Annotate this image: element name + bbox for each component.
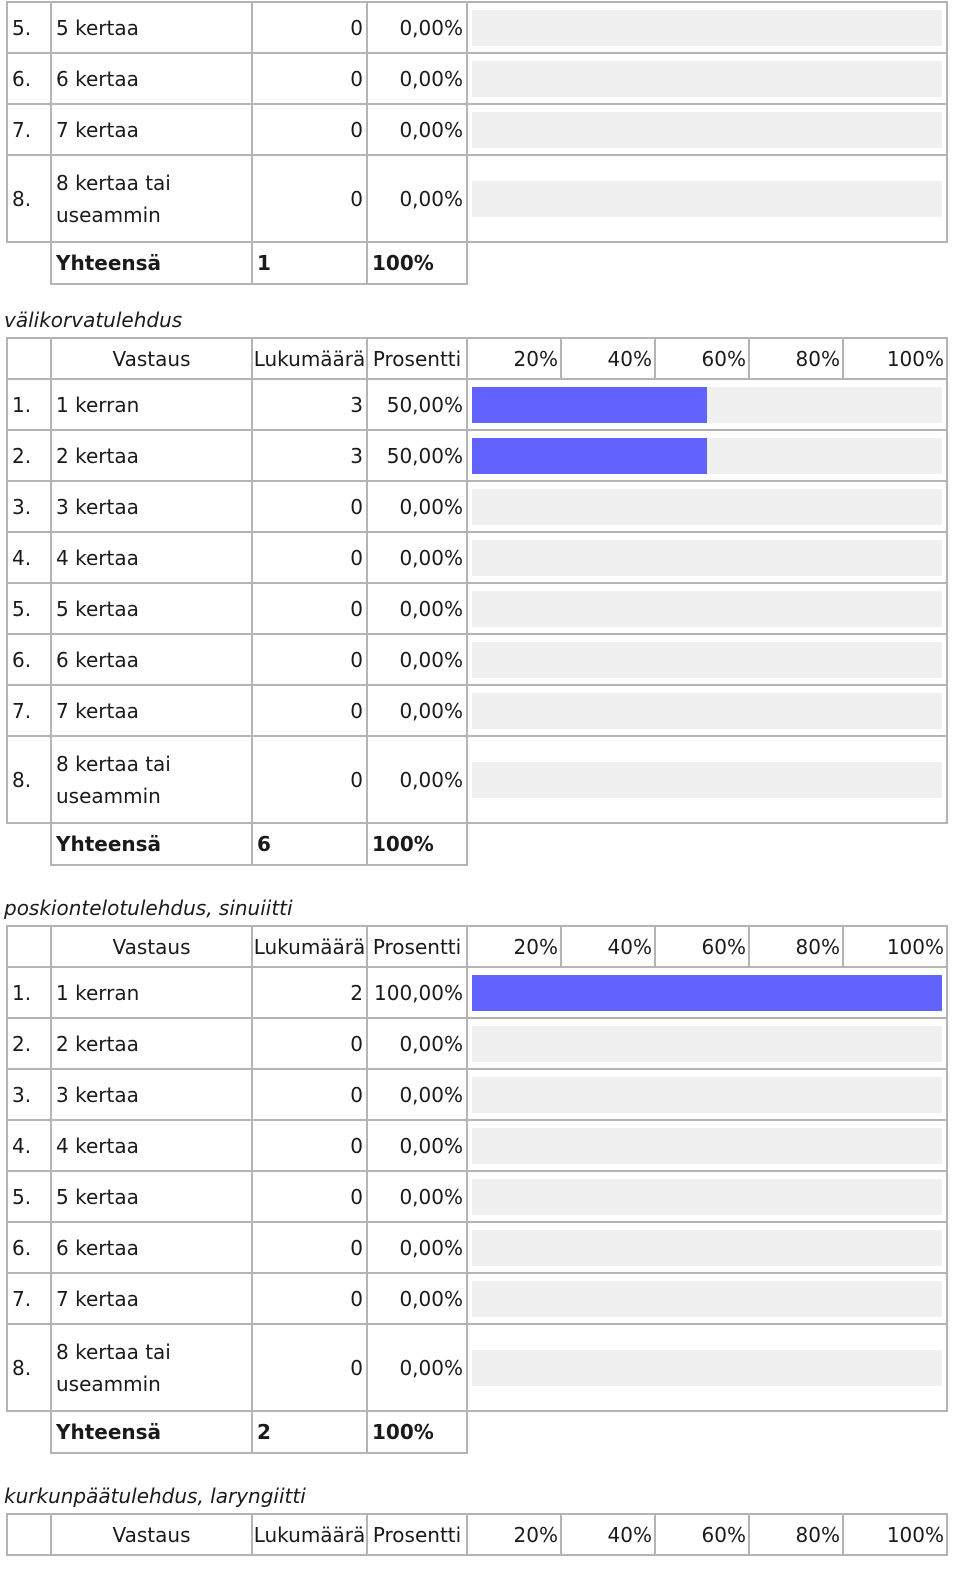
answer-count: 0 <box>251 1170 368 1223</box>
answer-count: 0 <box>251 1017 368 1070</box>
question-title: välikorvatulehdus <box>4 308 183 332</box>
percent-bar-cell <box>466 103 948 156</box>
percent-bar-track <box>472 10 942 46</box>
answer-label: 1 kerran <box>50 378 253 431</box>
percent-bar-fill <box>472 387 707 423</box>
header-scale-2: 40% <box>560 1513 656 1556</box>
header-scale-1: 20% <box>466 337 562 380</box>
header-lukumaara: Lukumäärä <box>251 337 368 380</box>
answer-percent: 0,00% <box>366 1221 468 1274</box>
row-number: 6. <box>6 1221 52 1274</box>
answer-percent: 0,00% <box>366 1 468 54</box>
row-number: 4. <box>6 1119 52 1172</box>
answer-label: 3 kertaa <box>50 1068 253 1121</box>
total-label: Yhteensä <box>50 822 253 866</box>
row-number: 3. <box>6 480 52 533</box>
header-scale-3: 60% <box>654 925 750 968</box>
answer-count: 0 <box>251 103 368 156</box>
header-scale-1: 20% <box>466 925 562 968</box>
answer-count: 0 <box>251 531 368 584</box>
header-num-cell <box>6 1513 52 1556</box>
percent-bar-track <box>472 181 942 217</box>
answer-label: 3 kertaa <box>50 480 253 533</box>
total-label: Yhteensä <box>50 1410 253 1454</box>
answer-label: 2 kertaa <box>50 1017 253 1070</box>
answer-percent: 0,00% <box>366 1272 468 1325</box>
answer-count: 0 <box>251 1 368 54</box>
answer-count: 3 <box>251 429 368 482</box>
percent-bar-cell <box>466 154 948 243</box>
header-scale-4: 80% <box>748 337 844 380</box>
answer-label: 6 kertaa <box>50 633 253 686</box>
percent-bar-cell <box>466 1323 948 1412</box>
percent-bar-track <box>472 387 942 423</box>
answer-label: 8 kertaa tai useammin <box>50 1323 253 1412</box>
header-scale-2: 40% <box>560 337 656 380</box>
row-number: 2. <box>6 1017 52 1070</box>
header-prosentti: Prosentti <box>366 925 468 968</box>
percent-bar-track <box>472 1077 942 1113</box>
answer-percent: 0,00% <box>366 735 468 824</box>
total-percent: 100% <box>366 822 468 866</box>
answer-count: 0 <box>251 1272 368 1325</box>
row-number: 6. <box>6 633 52 686</box>
percent-bar-cell <box>466 1221 948 1274</box>
total-percent: 100% <box>366 241 468 285</box>
answer-count: 0 <box>251 154 368 243</box>
percent-bar-track <box>472 112 942 148</box>
header-num-cell <box>6 337 52 380</box>
answer-count: 0 <box>251 633 368 686</box>
answer-percent: 0,00% <box>366 52 468 105</box>
row-number: 6. <box>6 52 52 105</box>
percent-bar-cell <box>466 633 948 686</box>
percent-bar-track <box>472 489 942 525</box>
percent-bar-track <box>472 762 942 798</box>
percent-bar-cell <box>466 1017 948 1070</box>
percent-bar-cell <box>466 966 948 1019</box>
header-scale-1: 20% <box>466 1513 562 1556</box>
answer-label: 8 kertaa tai useammin <box>50 735 253 824</box>
percent-bar-track <box>472 591 942 627</box>
header-scale-3: 60% <box>654 337 750 380</box>
row-number: 1. <box>6 378 52 431</box>
answer-percent: 0,00% <box>366 633 468 686</box>
header-scale-5: 100% <box>842 925 948 968</box>
answer-percent: 0,00% <box>366 684 468 737</box>
answer-label: 7 kertaa <box>50 103 253 156</box>
answer-label: 4 kertaa <box>50 531 253 584</box>
header-lukumaara: Lukumäärä <box>251 1513 368 1556</box>
percent-bar-track <box>472 693 942 729</box>
percent-bar-cell <box>466 1272 948 1325</box>
row-number: 1. <box>6 966 52 1019</box>
percent-bar-track <box>472 61 942 97</box>
total-label: Yhteensä <box>50 241 253 285</box>
answer-percent: 0,00% <box>366 1068 468 1121</box>
answer-percent: 0,00% <box>366 1119 468 1172</box>
percent-bar-track <box>472 1026 942 1062</box>
row-number: 3. <box>6 1068 52 1121</box>
percent-bar-track <box>472 540 942 576</box>
percent-bar-cell <box>466 429 948 482</box>
answer-count: 0 <box>251 1323 368 1412</box>
percent-bar-fill <box>472 975 942 1011</box>
answer-count: 0 <box>251 582 368 635</box>
answer-label: 6 kertaa <box>50 1221 253 1274</box>
row-number: 8. <box>6 154 52 243</box>
percent-bar-cell <box>466 531 948 584</box>
percent-bar-cell <box>466 684 948 737</box>
header-scale-4: 80% <box>748 925 844 968</box>
header-scale-5: 100% <box>842 1513 948 1556</box>
percent-bar-track <box>472 1230 942 1266</box>
answer-count: 0 <box>251 1068 368 1121</box>
percent-bar-cell <box>466 1170 948 1223</box>
header-prosentti: Prosentti <box>366 337 468 380</box>
percent-bar-track <box>472 642 942 678</box>
answer-label: 2 kertaa <box>50 429 253 482</box>
percent-bar-fill <box>472 438 707 474</box>
header-scale-4: 80% <box>748 1513 844 1556</box>
percent-bar-cell <box>466 480 948 533</box>
answer-label: 6 kertaa <box>50 52 253 105</box>
answer-label: 7 kertaa <box>50 684 253 737</box>
total-percent: 100% <box>366 1410 468 1454</box>
percent-bar-cell <box>466 378 948 431</box>
answer-percent: 0,00% <box>366 480 468 533</box>
answer-count: 3 <box>251 378 368 431</box>
row-number: 5. <box>6 582 52 635</box>
answer-percent: 0,00% <box>366 103 468 156</box>
row-number: 5. <box>6 1170 52 1223</box>
answer-percent: 0,00% <box>366 1017 468 1070</box>
answer-percent: 50,00% <box>366 378 468 431</box>
percent-bar-cell <box>466 1 948 54</box>
percent-bar-track <box>472 1128 942 1164</box>
answer-percent: 50,00% <box>366 429 468 482</box>
percent-bar-track <box>472 1350 942 1386</box>
total-count: 1 <box>251 241 368 285</box>
header-prosentti: Prosentti <box>366 1513 468 1556</box>
row-number: 7. <box>6 103 52 156</box>
answer-label: 1 kerran <box>50 966 253 1019</box>
percent-bar-cell <box>466 1119 948 1172</box>
percent-bar-track <box>472 438 942 474</box>
answer-percent: 0,00% <box>366 154 468 243</box>
answer-percent: 0,00% <box>366 1323 468 1412</box>
row-number: 2. <box>6 429 52 482</box>
header-num-cell <box>6 925 52 968</box>
row-number: 8. <box>6 735 52 824</box>
answer-percent: 0,00% <box>366 1170 468 1223</box>
answer-count: 2 <box>251 966 368 1019</box>
header-vastaus: Vastaus <box>50 337 253 380</box>
header-scale-5: 100% <box>842 337 948 380</box>
answer-count: 0 <box>251 480 368 533</box>
total-count: 2 <box>251 1410 368 1454</box>
answer-label: 5 kertaa <box>50 1 253 54</box>
answer-percent: 100,00% <box>366 966 468 1019</box>
row-number: 7. <box>6 684 52 737</box>
header-vastaus: Vastaus <box>50 925 253 968</box>
row-number: 7. <box>6 1272 52 1325</box>
percent-bar-cell <box>466 582 948 635</box>
total-count: 6 <box>251 822 368 866</box>
question-title: kurkunpäätulehdus, laryngiitti <box>4 1484 306 1508</box>
answer-label: 4 kertaa <box>50 1119 253 1172</box>
answer-count: 0 <box>251 684 368 737</box>
answer-count: 0 <box>251 1221 368 1274</box>
percent-bar-track <box>472 975 942 1011</box>
percent-bar-cell <box>466 52 948 105</box>
header-scale-3: 60% <box>654 1513 750 1556</box>
answer-count: 0 <box>251 52 368 105</box>
answer-percent: 0,00% <box>366 531 468 584</box>
header-scale-2: 40% <box>560 925 656 968</box>
percent-bar-track <box>472 1179 942 1215</box>
answer-percent: 0,00% <box>366 582 468 635</box>
header-vastaus: Vastaus <box>50 1513 253 1556</box>
row-number: 5. <box>6 1 52 54</box>
percent-bar-track <box>472 1281 942 1317</box>
answer-label: 5 kertaa <box>50 582 253 635</box>
question-title: poskiontelotulehdus, sinuiitti <box>4 896 293 920</box>
answer-count: 0 <box>251 1119 368 1172</box>
row-number: 8. <box>6 1323 52 1412</box>
percent-bar-cell <box>466 1068 948 1121</box>
percent-bar-cell <box>466 735 948 824</box>
answer-label: 5 kertaa <box>50 1170 253 1223</box>
answer-label: 8 kertaa tai useammin <box>50 154 253 243</box>
answer-count: 0 <box>251 735 368 824</box>
answer-label: 7 kertaa <box>50 1272 253 1325</box>
header-lukumaara: Lukumäärä <box>251 925 368 968</box>
row-number: 4. <box>6 531 52 584</box>
